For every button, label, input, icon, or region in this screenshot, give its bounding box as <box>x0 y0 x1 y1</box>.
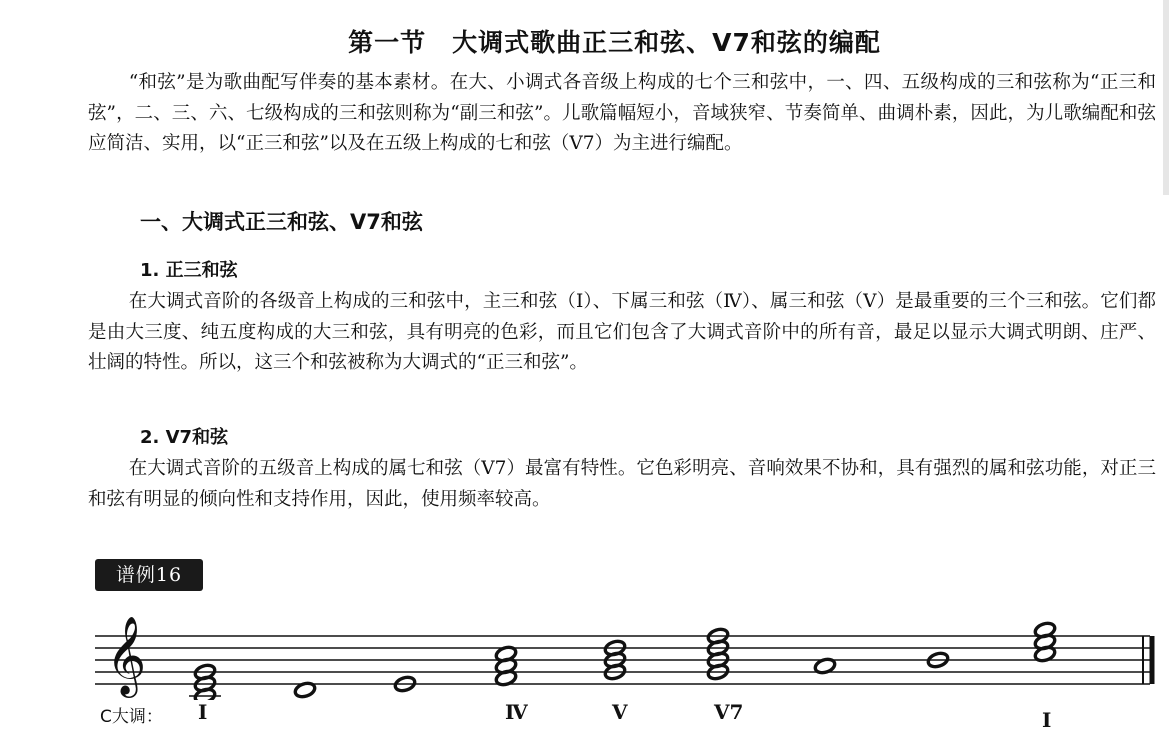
subsection-heading-triads: 1. 正三和弦 <box>140 260 238 281</box>
example-badge: 谱例16 <box>95 559 203 591</box>
chord-label-V: Ⅴ <box>612 700 628 724</box>
chord <box>495 645 518 687</box>
chord <box>189 663 221 700</box>
key-label: C大调： <box>100 707 163 727</box>
triads-paragraph: 在大调式音阶的各级音上构成的三和弦中，主三和弦（Ⅰ）、下属三和弦（Ⅳ）、属三和弦（Ⅴ）是最重要的三个三和弦。它们都是由大三度、纯五度构成的大三和弦，具有明亮的色彩，而且它们包含了大调式音阶中的所有音，最足以显示大调式明朗、庄严、壮阔的特性。所以，这三个和弦被称为大调式的“正三和弦”。 <box>88 291 1156 373</box>
chord <box>1034 621 1057 663</box>
chord-label-I: Ⅰ <box>198 700 208 724</box>
subsection-heading-v7: 2. V7和弦 <box>140 427 229 448</box>
section-heading: 一、大调式正三和弦、V7和弦 <box>140 210 423 234</box>
music-staff <box>0 600 1169 700</box>
page-title: 第一节 大调式歌曲正三和弦、V7和弦的编配 <box>348 27 881 57</box>
chord <box>707 627 730 681</box>
chord-label-IV: Ⅳ <box>505 700 528 724</box>
chord-label-V7: V7 <box>714 700 744 724</box>
svg-text:𝄞: 𝄞 <box>106 616 147 695</box>
treble-clef-icon <box>106 616 146 698</box>
intro-paragraph: “和弦”是为歌曲配写伴奏的基本素材。在大、小调式各音级上构成的七个三和弦中，一、四、五级构成的三和弦称为“正三和弦”，二、三、六、七级构成的三和弦则称为“副三和弦”。儿歌篇幅短小，音域狭窄、节奏简单、曲调朴素，因此，为儿歌编配和弦应简洁、实用，以“正三和弦”以及在五级上构成的七和弦（V7）为主进行编配。 <box>88 72 1156 154</box>
chord-label-I-final: Ⅰ <box>1042 708 1052 732</box>
v7-paragraph: 在大调式音阶的五级音上构成的属七和弦（V7）最富有特性。它色彩明亮、音响效果不协和，具有强烈的属和弦功能，对正三和弦有明显的倾向性和支持作用，因此，使用频率较高。 <box>88 458 1156 510</box>
